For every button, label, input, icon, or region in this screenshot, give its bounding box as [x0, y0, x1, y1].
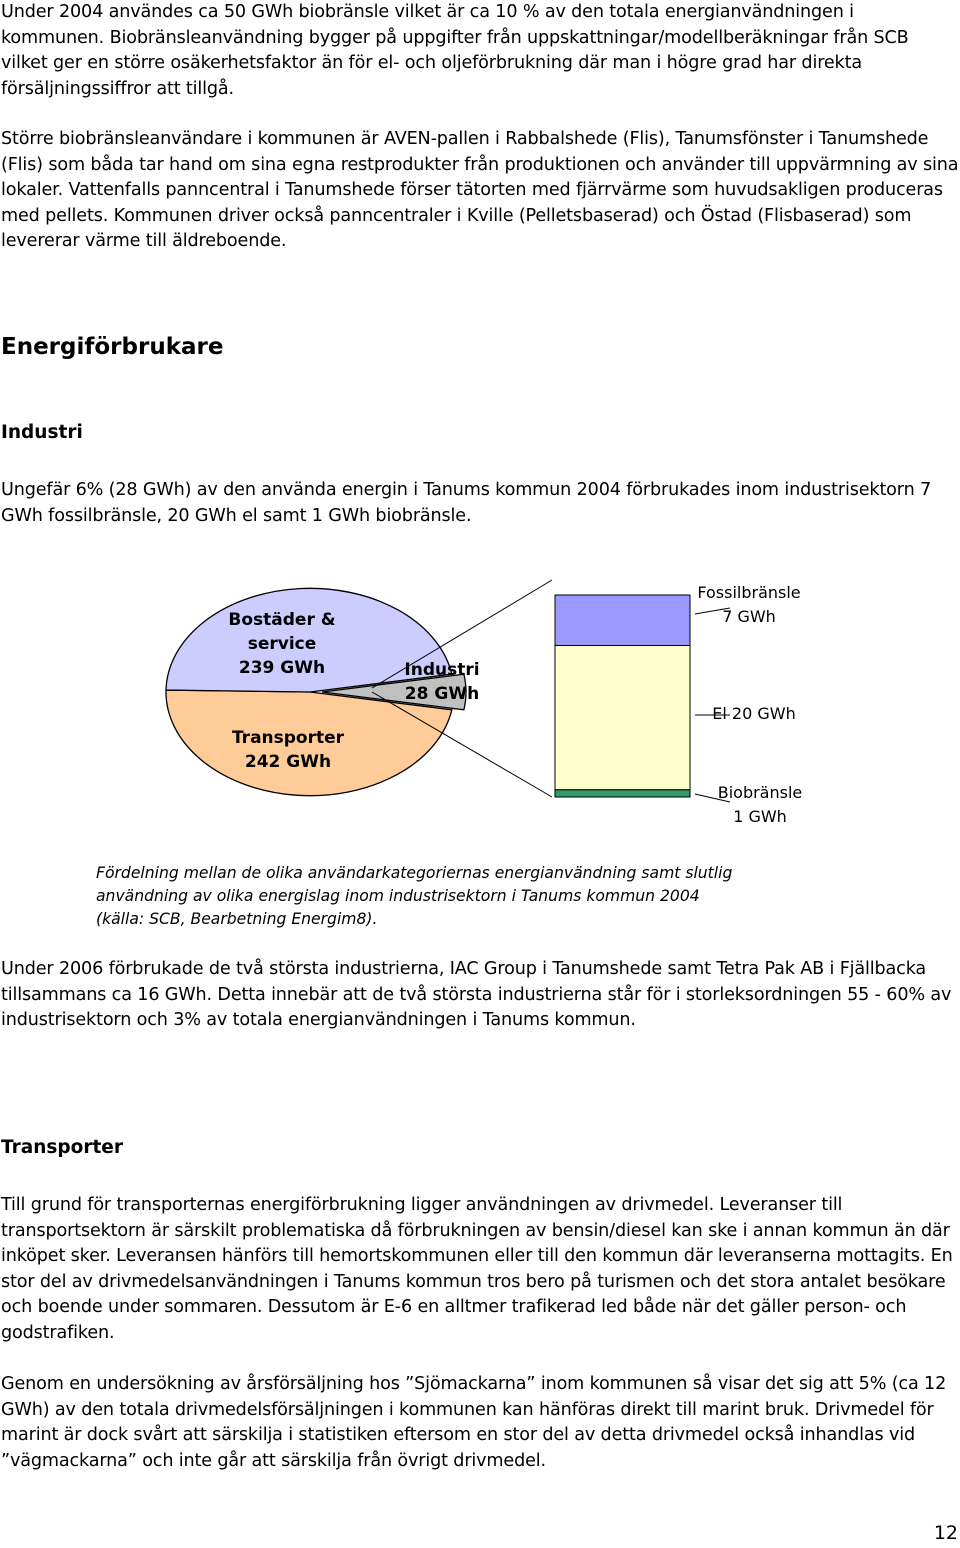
industry-heading: Industri [1, 422, 83, 443]
bar-label-el-name: El [712, 704, 727, 723]
industry-2006-paragraph: Under 2006 förbrukade de två största industrierna, IAC Group i Tanumshede samt Tetra Pak AB i Fjällbacka tillsammans ca 16 GWh. Detta innebär att de två största industrierna står för i storleksordningen 55 - 60% av industrisektorn och 3% av totala energianvändningen i Tanums kommun. [1, 959, 952, 1031]
section-heading: Energiförbrukare [1, 334, 224, 360]
caption-line-1: Fördelning mellan de olika användarkategoriernas energianvändning samt slutlig [96, 864, 733, 882]
bar-label-bio-name: Biobränsle [717, 783, 803, 802]
pie-label-transporter-line1: Transporter [231, 728, 345, 748]
bar-label-bio-value: 1 GWh [733, 807, 787, 826]
chart-caption [96, 862, 816, 931]
bar-label-el [712, 704, 795, 723]
biofuel-users-paragraph: Större biobränsleanvändare i kommunen är AVEN-pallen i Rabbalshede (Flis), Tanumsfönster i Tanumshede (Flis) som båda tar hand om sina egna restprodukter från produktionen och använder till uppvärmning av sina lokaler. Vattenfalls panncentral i Tanumshede förser tätorten med fjärrvärme som huvudsakligen produceras med pellets. Kommunen driver också panncentraler i Kville (Pelletsbaserad) och Östad (Flisbaserad) som levererar värme till äldreboende. [1, 129, 959, 252]
transport-paragraph-2: Genom en undersökning av årsförsäljning hos ”Sjömackarna” inom kommunen så visar det sig att 5% (ca 12 GWh) av den totala drivmedelsförsäljningen i kommunen kan hänföras direkt till marint bruk. Drivmedel för marint är dock svårt att särskilja i statistiken eftersom en stor del av detta drivmedel också inhandlas vid ”vägmackarna” och inte går att särskilja från övrigt drivmedel. [1, 1374, 947, 1471]
bar-label-el-value: 20 GWh [731, 704, 796, 723]
caption-line-2: användning av olika energislag inom industrisektorn i Tanums kommun 2004 [96, 887, 700, 905]
energy-chart [150, 560, 830, 850]
pie-label-industri-line1: Industri [404, 660, 480, 680]
svg-text:El 20 GWh [712, 704, 795, 723]
industry-paragraph: Ungefär 6% (28 GWh) av den använda energin i Tanums kommun 2004 förbrukades inom industrisektorn 7 GWh fossilbränsle, 20 GWh el samt 1 GWh biobränsle. [1, 480, 932, 526]
bar-segment-el [555, 646, 690, 790]
bar-label-fossil-name: Fossilbränsle [697, 583, 801, 602]
intro-paragraph: Under 2004 användes ca 50 GWh biobränsle vilket är ca 10 % av den totala energianvändningen i kommunen. Biobränsleanvändning bygger på uppgifter från uppskattningar/modellberäkningar från SCB vilket ger en större osäkerhetsfaktor än för el- och oljeförbrukning där man i högre grad har direkta försäljningssiffror att tillgå. [1, 2, 909, 99]
bar-segment-fossil [555, 595, 690, 646]
pie-label-bostader-line2: service [247, 634, 317, 654]
pie-label-transporter-value: 242 GWh [244, 752, 332, 772]
pie-label-bostader-line1: Bostäder & [228, 610, 336, 630]
caption-line-3: (källa: SCB, Bearbetning Energim8). [96, 910, 378, 928]
pie-label-bostader-value: 239 GWh [238, 658, 326, 678]
bar-segment-bio [555, 790, 690, 797]
bar-label-fossil [697, 583, 800, 626]
transport-heading: Transporter [1, 1137, 123, 1158]
pie-label-industri-value: 28 GWh [404, 684, 480, 704]
transport-paragraph-1: Till grund för transporternas energiförbrukning ligger användningen av drivmedel. Leveranser till transportsektorn är särskilt problematiska då förbrukningen av bensin/diesel kan ske i annan kommun än där inköpet sker. Leveransen hänförs till hemortskommunen eller till den kommun där leveranserna mottagits. En stor del av drivmedelsanvändningen i Tanums kommun tros bero på turismen och det stora antalet besökare och boende under sommaren. Dessutom är E-6 en alltmer trafikerad led både när det gäller person- och godstrafiken. [1, 1195, 953, 1343]
page-number: 12 [933, 1522, 958, 1544]
bar-label-fossil-value: 7 GWh [722, 607, 776, 626]
